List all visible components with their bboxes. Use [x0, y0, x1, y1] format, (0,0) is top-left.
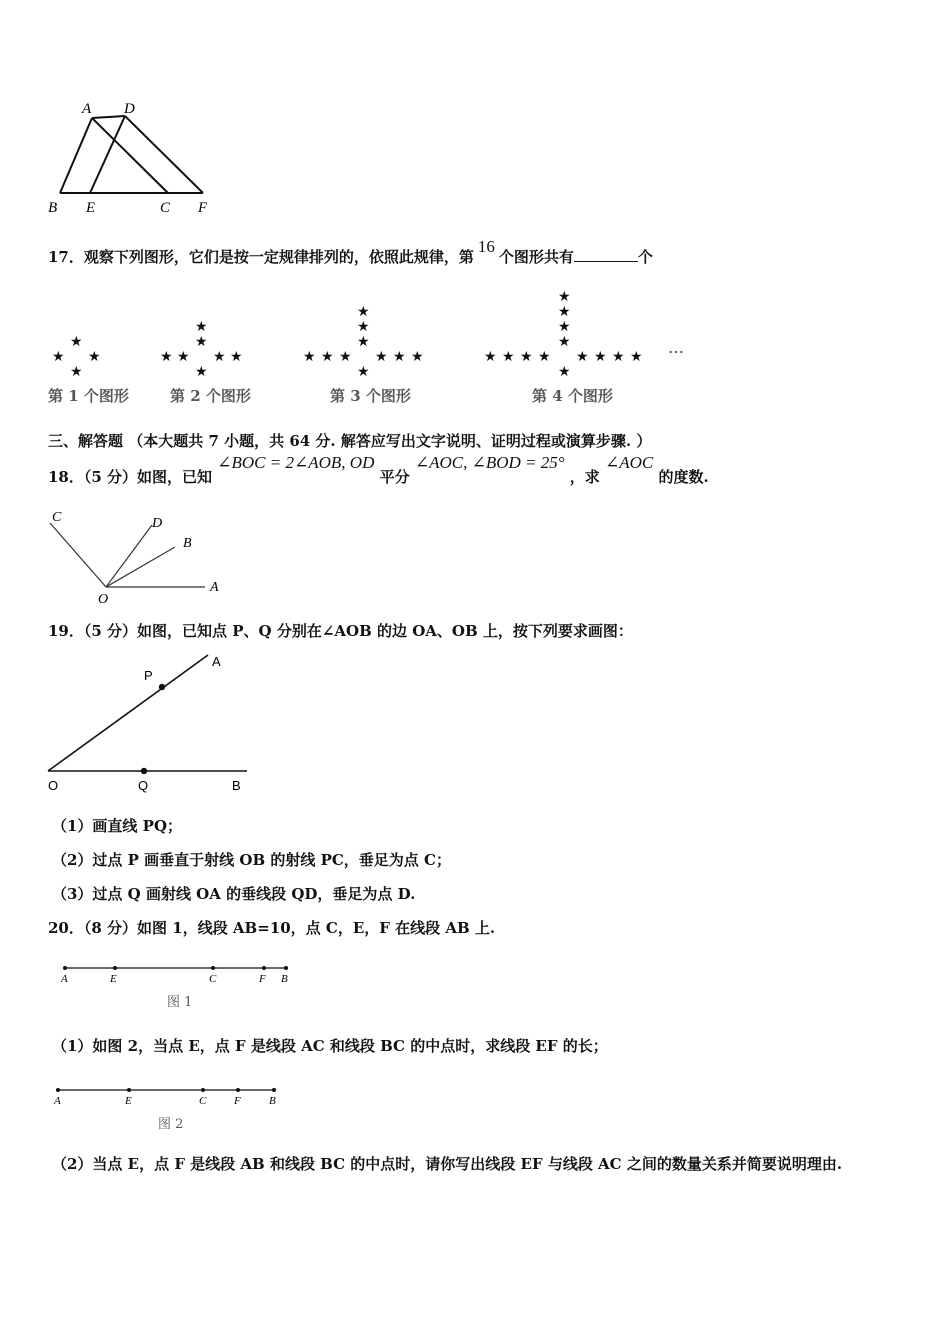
star: ★ [303, 349, 316, 365]
star: ★ [177, 349, 190, 365]
q18-math-3: ∠AOC [605, 453, 654, 472]
q17-suffix-b: 个 [637, 248, 653, 266]
caption-figure-2: 第 2 个图形 [170, 387, 251, 405]
star: ★ [612, 349, 625, 365]
q18-mid-2: ，求 [569, 468, 600, 486]
figure-2-caption: 图 2 [158, 1117, 184, 1132]
label-C: C [199, 1095, 207, 1107]
star: ★ [160, 349, 173, 365]
star: ★ [558, 364, 571, 380]
label-B: B [183, 536, 192, 551]
q18-figure [40, 505, 230, 605]
star: ★ [230, 349, 243, 365]
star: ★ [520, 349, 533, 365]
star: ★ [576, 349, 589, 365]
star: ★ [357, 364, 370, 380]
label-C: C [52, 510, 62, 525]
label-E: E [110, 973, 117, 985]
label-B: B [269, 1095, 276, 1107]
star: ★ [594, 349, 607, 365]
q18-math-1: ∠BOC = 2∠AOB, OD [217, 453, 375, 472]
star: ★ [195, 319, 208, 335]
label-A: A [212, 654, 221, 669]
label-A: A [82, 101, 92, 117]
q18-stem [48, 452, 709, 492]
star: ★ [484, 349, 497, 365]
q18-math-2: ∠AOC, ∠BOD = 25° [414, 453, 565, 472]
label-A: A [210, 580, 219, 595]
label-Q: Q [138, 778, 149, 793]
caption-figure-1: 第 1 个图形 [48, 387, 129, 405]
caption-figure-3: 第 3 个图形 [330, 387, 411, 405]
q19-figure [40, 650, 260, 800]
q20-part-2: （2）当点 E，点 F 是线段 AB 和线段 BC 的中点时，请你写出线段 EF 与线段 AC 之间的数量关系并简要说明理由. [52, 1155, 843, 1173]
star: ★ [558, 289, 571, 305]
star: ★ [357, 304, 370, 320]
star: ★ [558, 304, 571, 320]
q17-star-figures [0, 0, 950, 420]
star: ★ [502, 349, 515, 365]
star: ★ [339, 349, 352, 365]
label-F: F [198, 200, 208, 216]
label-A: A [61, 973, 68, 985]
q20-figure-1 [55, 958, 305, 1013]
section-3-title: 三、解答题 （本大题共 7 小题，共 64 分. 解答应写出文字说明、证明过程或演算步骤. ） [48, 432, 652, 450]
point-P [159, 684, 165, 690]
q17-suffix-a: 个图形共有 [498, 248, 574, 266]
figure-1-caption: 图 1 [167, 995, 193, 1010]
label-B: B [48, 200, 58, 216]
label-D: D [124, 101, 135, 117]
star: ★ [538, 349, 551, 365]
q18-suffix: 的度数. [658, 468, 709, 486]
q20-part-1: （1）如图 2，当点 E，点 F 是线段 AC 和线段 BC 的中点时，求线段 EF 的长； [52, 1037, 608, 1055]
star: ★ [70, 334, 83, 350]
label-B: B [232, 778, 241, 793]
label-O: O [48, 778, 59, 793]
label-P: P [144, 668, 153, 683]
point-Q [141, 768, 147, 774]
q17-prefix: 17．观察下列图形，它们是按一定规律排列的，依照此规律，第 [48, 248, 474, 266]
star: ★ [88, 349, 101, 365]
star: ★ [357, 319, 370, 335]
label-C: C [160, 200, 171, 216]
q19-part-2: （2）过点 P 画垂直于射线 OB 的射线 PC，垂足为点 C； [52, 851, 451, 869]
ellipsis: … [668, 338, 684, 357]
q20-figure-2 [48, 1080, 298, 1135]
q19-stem: 19．（5 分）如图，已知点 P、Q 分别在∠AOB 的边 OA、OB 上，按下列要求画图： [48, 622, 633, 640]
label-F: F [234, 1095, 241, 1107]
star: ★ [393, 349, 406, 365]
star: ★ [375, 349, 388, 365]
star: ★ [630, 349, 643, 365]
label-C: C [209, 973, 217, 985]
star: ★ [213, 349, 226, 365]
star: ★ [195, 364, 208, 380]
q18-prefix: 18．（5 分）如图，已知 [48, 468, 213, 486]
label-B: B [281, 973, 288, 985]
q20-stem: 20．（8 分）如图 1，线段 AB=10，点 C，E，F 在线段 AB 上. [48, 919, 496, 937]
label-O: O [98, 592, 109, 605]
star: ★ [411, 349, 424, 365]
star: ★ [558, 319, 571, 335]
q19-part-3: （3）过点 Q 画射线 OA 的垂线段 QD，垂足为点 D. [52, 885, 416, 903]
star: ★ [321, 349, 334, 365]
label-A: A [54, 1095, 61, 1107]
caption-figure-4: 第 4 个图形 [532, 387, 613, 405]
star: ★ [558, 334, 571, 350]
star: ★ [70, 364, 83, 380]
label-E: E [86, 200, 96, 216]
q18-mid: 平分 [379, 468, 410, 486]
q17-number: 16 [477, 237, 495, 256]
star: ★ [195, 334, 208, 350]
label-E: E [125, 1095, 132, 1107]
star: ★ [357, 334, 370, 350]
q19-part-1: （1）画直线 PQ； [52, 817, 183, 835]
label-F: F [259, 973, 266, 985]
label-D: D [152, 516, 163, 531]
star: ★ [52, 349, 65, 365]
